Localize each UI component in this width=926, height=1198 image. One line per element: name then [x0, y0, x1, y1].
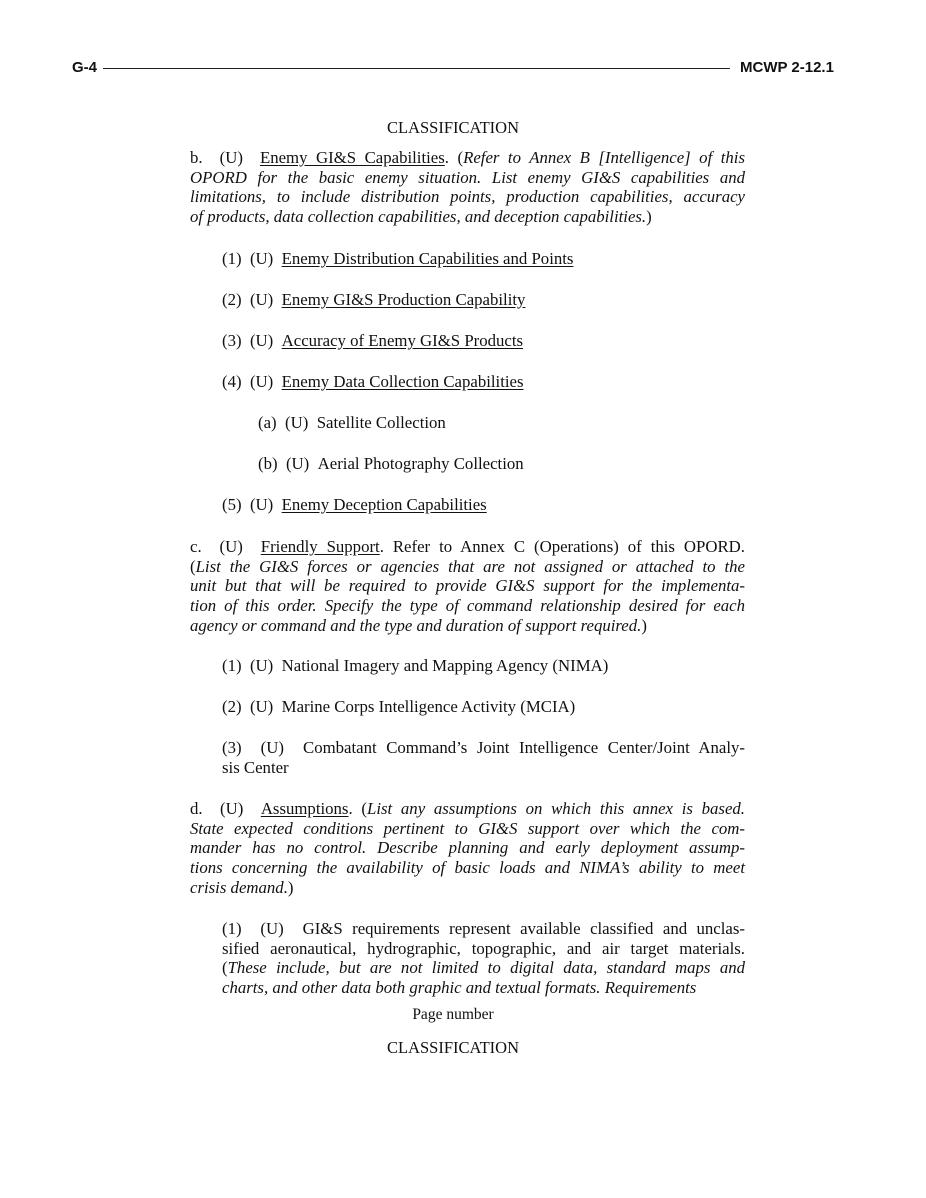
text-run: (1) (U) GI&S requirements represent available classified and unclas- — [222, 919, 745, 938]
underlined-heading: Enemy GI&S Capabilities — [259, 148, 445, 167]
text-line — [222, 290, 525, 310]
paragraph-c — [190, 537, 745, 636]
italic-instruction: unit but that will be required to provide GI&S support for the implementa- — [190, 576, 745, 596]
list-item-c-2 — [222, 697, 575, 717]
text-line — [222, 697, 575, 717]
underlined-heading: Assumptions — [260, 799, 349, 818]
italic-instruction: List any assumptions on which this annex is based. — [367, 799, 745, 818]
list-item-b-1 — [222, 249, 573, 269]
text-run: . ( — [348, 799, 367, 818]
top-classification: CLASSIFICATION — [386, 118, 520, 137]
text-line — [222, 331, 523, 351]
italic-instruction: Refer to Annex B [Intelligence] of this — [463, 148, 745, 167]
text-line — [190, 838, 745, 858]
list-item-b-4-b — [258, 454, 524, 474]
text-line — [222, 656, 608, 676]
text-run: . ( — [444, 148, 464, 167]
list-item-b-5 — [222, 495, 487, 515]
text-run: ) — [646, 207, 652, 227]
text-line — [222, 978, 745, 998]
header-section-id: G-4 — [72, 59, 98, 76]
italic-instruction: limitations, to include distribution points, production capabilities, accuracy — [190, 187, 745, 207]
underlined-heading: Enemy Data Collection Capabilities — [281, 372, 524, 391]
text-run: c. (U) — [190, 537, 261, 556]
text-line — [222, 738, 745, 758]
header-publication-id: MCWP 2-12.1 — [740, 59, 834, 76]
text-run: (2) (U) Marine Corps Intelligence Activity (MCIA) — [222, 697, 576, 716]
bottom-classification: CLASSIFICATION — [386, 1038, 520, 1057]
underlined-heading: Enemy Deception Capabilities — [281, 495, 487, 514]
italic-instruction: mander has no control. Describe planning and early deployment assump- — [190, 838, 745, 858]
list-item-c-1 — [222, 656, 608, 676]
list-item-c-3 — [222, 738, 745, 777]
underlined-heading: Friendly Support — [260, 537, 380, 556]
text-run: sified aeronautical, hydrographic, topographic, and air target materials. — [222, 938, 745, 958]
text-run: (3) (U) — [222, 331, 282, 350]
italic-instruction: OPORD for the basic enemy situation. List enemy GI&S capabilities and — [190, 167, 745, 187]
text-run: (4) (U) — [222, 372, 282, 391]
text-line — [190, 858, 745, 878]
text-line — [190, 187, 745, 207]
text-line — [190, 799, 745, 819]
page-number: Page number — [412, 1006, 494, 1023]
italic-instruction: tions concerning the availability of basic loads and NIMA’s ability to meet — [190, 858, 745, 878]
text-run: (b) (U) Aerial Photography Collection — [258, 454, 524, 473]
text-run: (a) (U) Satellite Collection — [258, 413, 446, 432]
italic-instruction: tion of this order. Specify the type of command relationship desired for each — [190, 596, 745, 616]
text-run: ) — [641, 615, 647, 635]
paragraph-d — [190, 799, 745, 898]
text-line — [190, 616, 745, 636]
text-line — [190, 148, 745, 168]
text-line — [190, 207, 745, 227]
text-line — [222, 495, 487, 515]
paragraph-b — [190, 148, 745, 227]
text-line — [222, 758, 745, 778]
italic-instruction: of products, data collection capabilities, and deception capabilities. — [190, 207, 647, 227]
text-run: d. (U) — [190, 799, 261, 818]
text-line — [190, 537, 745, 557]
text-line — [190, 557, 745, 577]
text-run: (1) (U) National Imagery and Mapping Agency (NIMA) — [222, 656, 609, 675]
text-line — [190, 596, 745, 616]
text-line — [190, 168, 745, 188]
text-line — [258, 454, 524, 474]
list-item-d-1 — [222, 919, 745, 998]
text-run: (2) (U) — [222, 290, 282, 309]
text-line — [222, 372, 524, 392]
text-run: sis Center — [222, 757, 289, 777]
text-run: ( — [222, 958, 228, 978]
list-item-b-2 — [222, 290, 525, 310]
list-item-b-4 — [222, 372, 524, 392]
text-line — [222, 249, 573, 269]
text-run: ( — [190, 556, 196, 576]
text-line — [222, 919, 745, 939]
text-line — [258, 413, 446, 433]
text-run: ) — [287, 877, 294, 897]
text-line — [190, 819, 745, 839]
text-line — [190, 576, 745, 596]
italic-instruction: These include, but are not limited to digital data, standard maps and — [227, 958, 745, 978]
list-item-b-3 — [222, 331, 523, 351]
header-rule — [103, 68, 730, 69]
italic-instruction: agency or command and the type and duration of support required. — [190, 615, 642, 635]
underlined-heading: Enemy GI&S Production Capability — [281, 290, 526, 309]
italic-instruction: List the GI&S forces or agencies that are not assigned or attached to the — [195, 556, 745, 576]
italic-instruction: State expected conditions pertinent to GI&S support over which the com- — [190, 818, 745, 838]
text-run: . Refer to Annex C (Operations) of this OPORD. — [379, 537, 745, 556]
underlined-heading: Accuracy of Enemy GI&S Products — [281, 331, 524, 350]
text-run: (3) (U) Combatant Command’s Joint Intelligence Center/Joint Analy- — [222, 738, 745, 757]
text-run: b. (U) — [190, 148, 260, 167]
text-line — [222, 958, 745, 978]
italic-instruction: charts, and other data both graphic and textual formats. Requirements — [222, 978, 697, 998]
text-line — [190, 878, 745, 898]
underlined-heading: Enemy Distribution Capabilities and Points — [281, 249, 574, 268]
italic-instruction: crisis demand. — [190, 877, 288, 897]
text-line — [222, 939, 745, 959]
text-run: (5) (U) — [222, 495, 282, 514]
list-item-b-4-a — [258, 413, 446, 433]
text-run: (1) (U) — [222, 249, 282, 268]
